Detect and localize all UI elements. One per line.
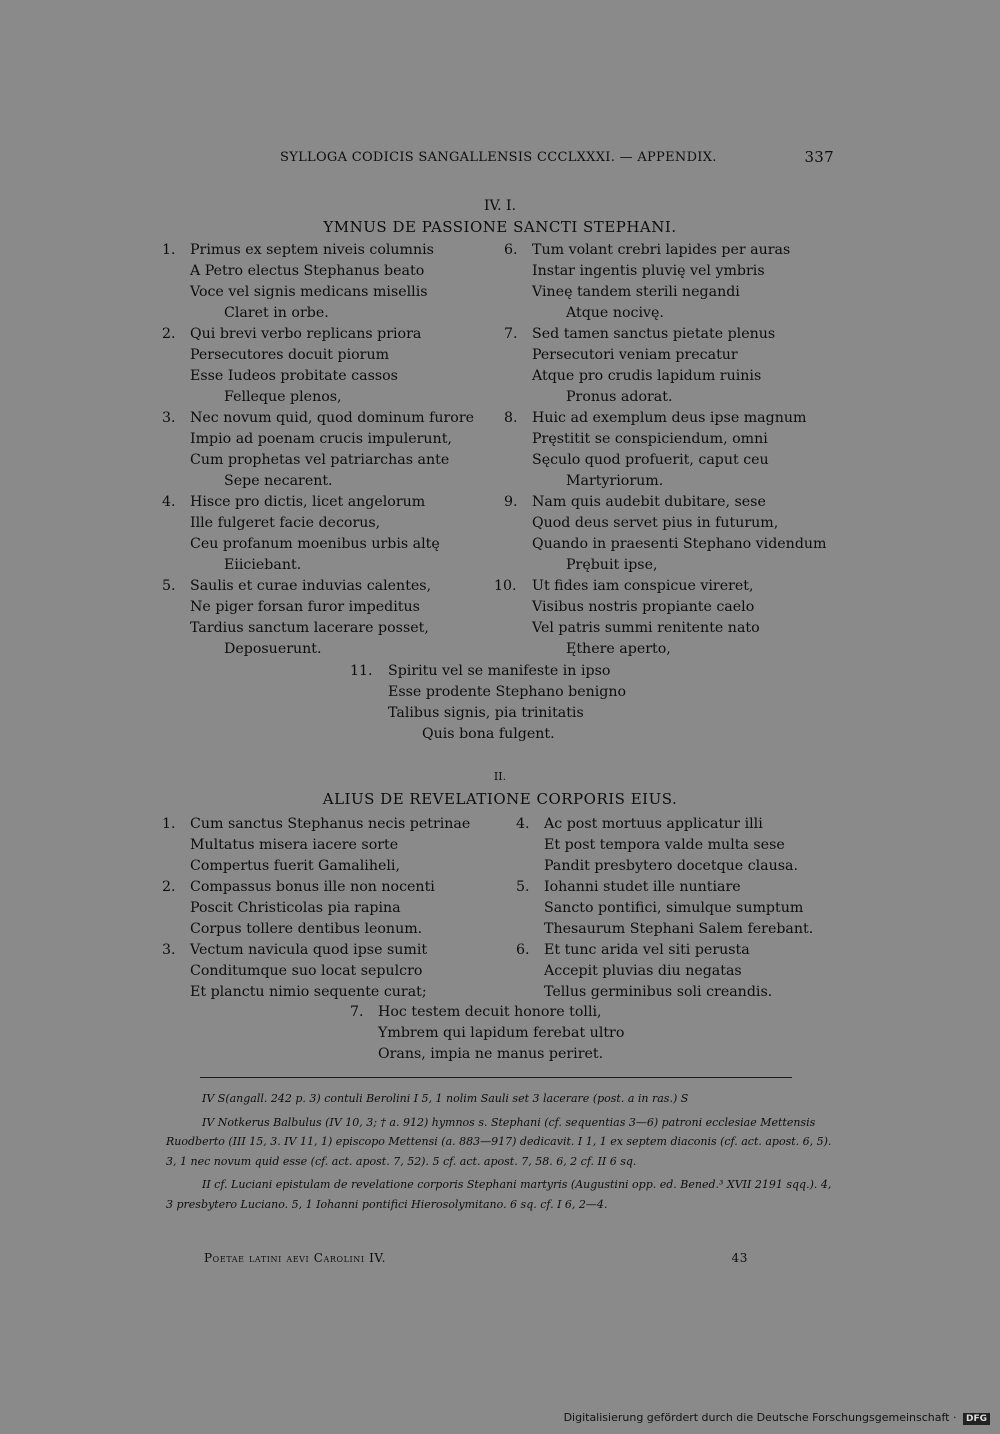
verse-line: Persecutori veniam precatur <box>532 347 738 363</box>
series-title: Poetae latini aevi Carolini IV. <box>204 1251 387 1265</box>
verse-line: Martyriorum. <box>566 473 664 489</box>
verse-line: Voce vel signis medicans misellis <box>190 284 428 300</box>
verse-line: Compertus fuerit Gamaliheli, <box>190 858 400 874</box>
stanza-number: 10. <box>494 578 517 594</box>
verse-line: Ceu profanum moenibus urbis altę <box>190 536 440 552</box>
stanza <box>516 877 814 940</box>
verse-line: Cum sanctus Stephanus necis petrinae <box>190 816 471 832</box>
verse-line: Vectum navicula quod ipse sumit <box>190 942 428 958</box>
stanza <box>504 240 827 324</box>
verse-line: Quis bona fulgent. <box>422 726 555 742</box>
verse-line: Nam quis audebit dubitare, sese <box>532 494 766 510</box>
verse-line: Eiiciebant. <box>224 557 302 573</box>
footnotes <box>166 1089 834 1218</box>
verse-line: Felleque plenos, <box>224 389 342 405</box>
dfg-logo: DFG <box>963 1413 990 1425</box>
running-title: SYLLOGA CODICIS SANGALLENSIS CCCLXXXI. — APPENDIX. <box>280 150 717 165</box>
stanza <box>504 408 827 492</box>
section1-right-column <box>494 240 827 660</box>
verse-line: A Petro electus Stephanus beato <box>190 263 425 279</box>
stanza-number: 11. <box>350 663 373 679</box>
verse-line: Persecutores docuit piorum <box>190 347 390 363</box>
verse-line: Vineę tandem sterili negandi <box>532 284 740 300</box>
verse-line: Pręstitit se conspiciendum, omni <box>532 431 768 447</box>
verse-line: Et post tempora valde multa sese <box>544 837 785 853</box>
verse-line: Esse prodente Stephano benigno <box>388 684 627 700</box>
digitization-credit <box>564 1411 990 1425</box>
footnote: IV S(angall. 242 p. 3) contuli Berolini I 5, 1 nolim Sauli set 3 lacerare (post. a in ras.) S <box>202 1092 689 1105</box>
verse-line: Pandit presbytero docetque clausa. <box>544 858 799 874</box>
verse-line: Thesaurum Stephani Salem ferebant. <box>544 921 814 937</box>
stanza <box>162 877 470 940</box>
stanza <box>516 814 813 877</box>
verse-line: Et tunc arida vel siti perusta <box>544 942 750 958</box>
verse-line: Cum prophetas vel patriarchas ante <box>190 452 450 468</box>
verse-line: Atque pro crudis lapidum ruinis <box>532 368 762 384</box>
section1-center-stanza <box>350 661 627 745</box>
verse-line: Sed tamen sanctus pietate plenus <box>532 326 776 342</box>
verse-line: Huic ad exemplum deus ipse magnum <box>532 410 807 426</box>
stanza-number: 3. <box>162 942 176 958</box>
verse-line: Tellus germinibus soli creandis. <box>544 984 773 1000</box>
footer <box>204 1251 764 1265</box>
verse-line: Sęculo quod profuerit, caput ceu <box>532 452 769 468</box>
section2-right-column <box>516 814 814 1003</box>
stanza-number: 8. <box>504 410 518 426</box>
footnote-rule <box>200 1077 792 1078</box>
stanza-number: 2. <box>162 879 176 895</box>
verse-line: Iohanni studet ille nuntiare <box>544 879 741 895</box>
footnote: IV Notkerus Balbulus (IV 10, 3; † a. 912) hymnos s. Stephani (cf. sequentias 3—6) patroni ecclesiae Mettensis Ruodberto (III 15, 3. IV 11, 1) episcopo Mettensi (a. 883—917) dedicavit. I 1, 1 ex septem diaconis (cf. act. apost. 6, 5). 3, 1 nec novum quid esse (cf. act. apost. 7, 52). 5 cf. act. apost. 7, 58. 6, 2 cf. II 6 sq. <box>166 1115 832 1168</box>
verse-line: Conditumque suo locat sepulcro <box>190 963 423 979</box>
stanza-number: 5. <box>516 879 530 895</box>
verse-line: Ne piger forsan furor impeditus <box>190 599 420 615</box>
verse-line: Sepe necarent. <box>224 473 333 489</box>
verse-line: Saulis et curae induvias calentes, <box>190 578 432 594</box>
verse-line: Et planctu nimio sequente curat; <box>190 984 427 1000</box>
verse-line: Atque nocivę. <box>566 305 664 321</box>
verse-line: Hisce pro dictis, licet angelorum <box>190 494 426 510</box>
verse-line: Ęthere aperto, <box>566 641 671 657</box>
stanza <box>162 576 474 660</box>
verse-line: Deposuerunt. <box>224 641 322 657</box>
section1-title: YMNUS DE PASSIONE SANCTI STEPHANI. <box>323 218 677 236</box>
stanza <box>350 661 627 745</box>
stanza <box>162 324 474 408</box>
section1-number: IV. I. <box>483 198 517 214</box>
stanza <box>162 940 470 1003</box>
section2-number: II. <box>493 770 507 783</box>
verse-line: Spiritu vel se manifeste in ipso <box>388 663 611 679</box>
section2-center-stanza <box>350 1002 625 1065</box>
stanza-number: 6. <box>516 942 530 958</box>
verse-line: Qui brevi verbo replicans priora <box>190 326 422 342</box>
verse-line: Nec novum quid, quod dominum furore <box>190 410 475 426</box>
stanza <box>494 576 827 660</box>
stanza-number: 4. <box>162 494 176 510</box>
verse-line: Instar ingentis pluvię vel ymbris <box>532 263 765 279</box>
stanza <box>350 1002 625 1065</box>
stanza-number: 4. <box>516 816 530 832</box>
stanza <box>504 324 827 408</box>
verse-line: Ymbrem qui lapidum ferebat ultro <box>378 1025 625 1041</box>
verse-line: Vel patris summi renitente nato <box>532 620 760 636</box>
verse-line: Tum volant crebri lapides per auras <box>532 242 791 258</box>
verse-line: Quando in praesenti Stephano videndum <box>532 536 827 552</box>
credit-text: Digitalisierung gefördert durch die Deutsche Forschungsgemeinschaft · <box>563 1411 957 1424</box>
section1-left-column <box>162 240 475 660</box>
stanza <box>162 408 475 492</box>
stanza <box>162 492 474 576</box>
verse-line: Hoc testem decuit honore tolli, <box>378 1004 602 1020</box>
stanza-number: 9. <box>504 494 518 510</box>
page-number: 337 <box>804 148 834 166</box>
stanza <box>504 492 827 576</box>
verse-line: Accepit pluvias diu negatas <box>544 963 742 979</box>
verse-line: Primus ex septem niveis columnis <box>190 242 434 258</box>
verse-line: Tardius sanctum lacerare posset, <box>190 620 429 636</box>
verse-line: Poscit Christicolas pia rapina <box>190 900 401 916</box>
verse-line: Pronus adorat. <box>566 389 673 405</box>
verse-line: Quod deus servet pius in futurum, <box>532 515 779 531</box>
verse-line: Talibus signis, pia trinitatis <box>388 705 584 721</box>
stanza-number: 2. <box>162 326 176 342</box>
stanza <box>162 240 474 324</box>
stanza-number: 5. <box>162 578 176 594</box>
stanza-number: 7. <box>504 326 518 342</box>
verse-line: Claret in orbe. <box>224 305 329 321</box>
stanza-number: 1. <box>162 816 176 832</box>
stanza <box>516 940 813 1003</box>
stanza-number: 1. <box>162 242 176 258</box>
stanza-number: 6. <box>504 242 518 258</box>
verse-line: Ille fulgeret facie decorus, <box>190 515 381 531</box>
verse-line: Impio ad poenam crucis impulerunt, <box>190 431 452 447</box>
verse-line: Esse Iudeos probitate cassos <box>190 368 398 384</box>
verse-line: Prębuit ipse, <box>566 557 658 573</box>
verse-line: Sancto pontifici, simulque sumptum <box>544 900 804 916</box>
stanza <box>162 814 471 877</box>
verse-line: Corpus tollere dentibus leonum. <box>190 921 423 937</box>
verse-line: Orans, impia ne manus periret. <box>378 1046 604 1062</box>
stanza-number: 7. <box>350 1004 364 1020</box>
verse-line: Ut fides iam conspicue vireret, <box>532 578 754 594</box>
footnote: II cf. Luciani epistulam de revelatione corporis Stephani martyris (Augustini opp. ed. Bened.³ XVII 2191 sqq.). 4, 3 presbytero Luciano. 5, 1 Iohanni pontifici Hierosolymitano. 6 sq. cf. I 6, 2—4. <box>166 1178 832 1211</box>
verse-line: Compassus bonus ille non nocenti <box>190 879 435 895</box>
section2-title: ALIUS DE REVELATIONE CORPORIS EIUS. <box>322 790 678 808</box>
verse-line: Ac post mortuus applicatur illi <box>544 816 763 832</box>
verse-line: Visibus nostris propiante caelo <box>532 599 755 615</box>
signature-mark: 43 <box>731 1251 748 1265</box>
verse-line: Multatus misera iacere sorte <box>190 837 399 853</box>
stanza-number: 3. <box>162 410 176 426</box>
section2-left-column <box>162 814 471 1003</box>
